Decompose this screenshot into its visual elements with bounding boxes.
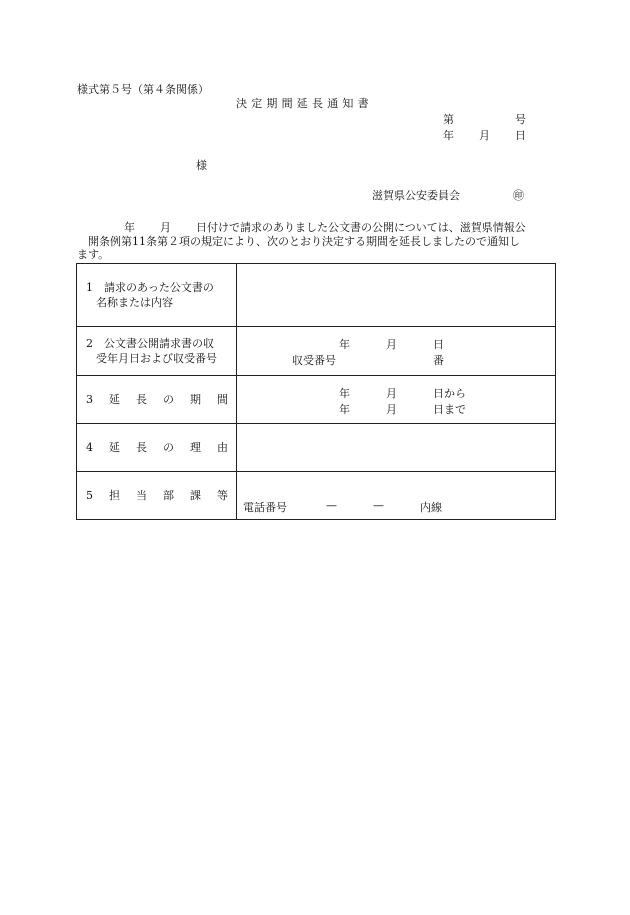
- period-value-cell: [237, 376, 556, 424]
- row4-char: 由: [217, 441, 228, 454]
- period-from-month: 月: [386, 387, 397, 400]
- extension-label: 内線: [420, 501, 442, 514]
- period-from-year: 年: [339, 387, 350, 400]
- row5-char: 等: [217, 489, 228, 502]
- period-to-year: 年: [339, 403, 350, 416]
- date-day: 日: [515, 129, 526, 142]
- row4-char: の: [163, 441, 174, 454]
- body-month: 月: [160, 221, 171, 234]
- ref-dai: 第: [443, 113, 454, 126]
- notice-table: [76, 263, 556, 520]
- table-row-department: [77, 472, 556, 520]
- row5-char: 担: [109, 489, 120, 502]
- table-row-receipt: [77, 327, 556, 376]
- receipt-year: 年: [339, 338, 350, 351]
- seal-mark: ㊞: [513, 189, 524, 202]
- row3-char: 長: [136, 393, 147, 406]
- label-cell: [77, 472, 237, 520]
- document-title: 決定期間延長通知書: [236, 97, 373, 110]
- sender-name: 滋賀県公安委員会: [372, 189, 460, 202]
- row5-char: 課: [190, 489, 201, 502]
- label-cell: [77, 264, 237, 327]
- row1-label-line1: 1 請求のあった公文書の: [86, 281, 214, 294]
- row4-char: 長: [136, 441, 147, 454]
- row4-char: 延: [109, 441, 120, 454]
- row3-char: 間: [217, 393, 228, 406]
- period-to-month: 月: [386, 403, 397, 416]
- row5-num: 5: [86, 489, 93, 502]
- department-value-cell: [237, 472, 556, 520]
- date-year: 年: [443, 129, 454, 142]
- row2-label-line1: 2 公文書公開請求書の収: [86, 337, 214, 350]
- row1-label-line2: 名称または内容: [96, 296, 173, 309]
- date-month: 月: [479, 129, 490, 142]
- table-row-period: [77, 376, 556, 424]
- row5-char: 部: [163, 489, 174, 502]
- ref-go: 号: [515, 113, 526, 126]
- label-cell: [77, 424, 237, 472]
- body-line2: 開条例第11条第２項の規定により、次のとおり決定する期間を延長しましたので通知し: [88, 235, 520, 248]
- row2-label-line2: 受年月日および収受番号: [96, 352, 217, 365]
- row3-char: 期: [190, 393, 201, 406]
- row4-num: 4: [86, 441, 93, 454]
- period-to-day: 日まで: [433, 403, 466, 416]
- period-from-day: 日から: [433, 387, 466, 400]
- body-line1: 日付けで請求のありました公文書の公開については、滋賀県情報公: [196, 221, 526, 234]
- receipt-day: 日: [433, 338, 444, 351]
- label-cell: [77, 376, 237, 424]
- label-cell: [77, 327, 237, 376]
- receipt-ban: 番: [433, 354, 444, 367]
- row4-char: 理: [190, 441, 201, 454]
- table-row-reason: [77, 424, 556, 472]
- body-line3: ます。: [77, 248, 110, 261]
- form-number: 様式第５号（第４条関係）: [77, 83, 209, 96]
- row3-char: の: [163, 393, 174, 406]
- row5-char: 当: [136, 489, 147, 502]
- phone-dash-1: —: [326, 499, 337, 512]
- receipt-month: 月: [386, 338, 397, 351]
- row3-num: 3: [86, 393, 93, 406]
- request-content-cell: [237, 264, 556, 327]
- reason-value-cell: [237, 424, 556, 472]
- addressee-suffix: 様: [196, 159, 207, 172]
- receipt-number-label: 収受番号: [292, 354, 336, 367]
- receipt-value-cell: [237, 327, 556, 376]
- table-row-request: [77, 264, 556, 327]
- row3-char: 延: [109, 393, 120, 406]
- body-year: 年: [124, 221, 135, 234]
- phone-dash-2: —: [373, 499, 384, 512]
- phone-label: 電話番号: [243, 501, 287, 514]
